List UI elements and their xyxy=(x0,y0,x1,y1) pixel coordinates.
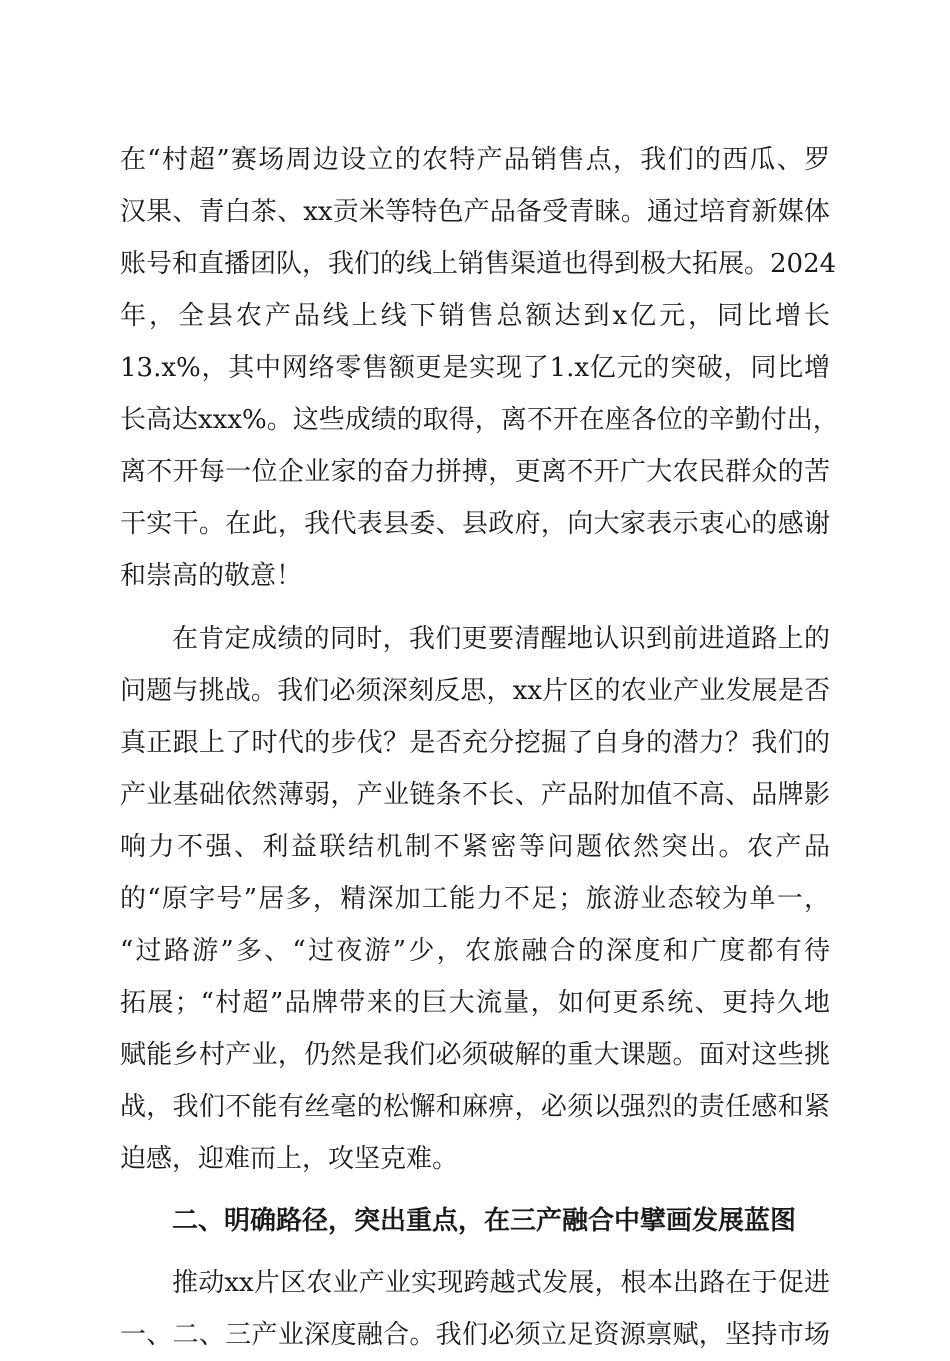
paragraph-line: 在“村超”赛场周边设立的农特产品销售点，我们的西瓜、罗 xyxy=(120,145,830,175)
paragraph-line: 迫感，迎难而上，攻坚克难。 xyxy=(120,1144,459,1174)
paragraph-line: 离不开每一位企业家的奋力拼搏，更离不开广大农民群众的苦 xyxy=(120,457,830,487)
paragraph-line: 干实干。在此，我代表县委、县政府，向大家表示衷心的感谢 xyxy=(120,509,830,539)
paragraph-line: 真正跟上了时代的步伐？是否充分挖掘了自身的潜力？我们的 xyxy=(120,728,830,758)
paragraph-line: 产业基础依然薄弱，产业链条不长、产品附加值不高、品牌影 xyxy=(120,780,830,810)
paragraph-line: 账号和直播团队，我们的线上销售渠道也得到极大拓展。2024 xyxy=(120,249,837,279)
paragraph-line: 赋能乡村产业，仍然是我们必须破解的重大课题。面对这些挑 xyxy=(120,1040,830,1070)
paragraph-line: 13.x%，其中网络零售额更是实现了1.x亿元的突破，同比增 xyxy=(120,353,830,383)
section-heading: 二、明确路径，突出重点，在三产融合中擘画发展蓝图 xyxy=(172,1206,797,1236)
paragraph-line: “过路游”多、“过夜游”少，农旅融合的深度和广度都有待 xyxy=(120,936,830,966)
paragraph-line: 和崇高的敬意！ xyxy=(120,561,303,591)
paragraph-line: 年，全县农产品线上线下销售总额达到x亿元，同比增长 xyxy=(120,301,830,331)
paragraph-line: 推动xx片区农业产业实现跨越式发展，根本出路在于促进 xyxy=(172,1268,830,1298)
paragraph-line: 拓展；“村超”品牌带来的巨大流量，如何更系统、更持久地 xyxy=(120,988,830,1018)
paragraph-line: 战，我们不能有丝毫的松懈和麻痹，必须以强烈的责任感和紧 xyxy=(120,1092,830,1122)
paragraph-line: 的“原字号”居多，精深加工能力不足；旅游业态较为单一， xyxy=(120,884,830,914)
paragraph-line: 在肯定成绩的同时，我们更要清醒地认识到前进道路上的 xyxy=(172,624,830,654)
paragraph-line: 问题与挑战。我们必须深刻反思，xx片区的农业产业发展是否 xyxy=(120,676,830,706)
paragraph-line: 长高达xxx%。这些成绩的取得，离不开在座各位的辛勤付出， xyxy=(120,405,839,435)
paragraph-line: 一、二、三产业深度融合。我们必须立足资源禀赋，坚持市场 xyxy=(120,1320,830,1350)
paragraph-line: 汉果、青白茶、xx贡米等特色产品备受青睐。通过培育新媒体 xyxy=(120,197,830,227)
paragraph-line: 响力不强、利益联结机制不紧密等问题依然突出。农产品 xyxy=(120,832,830,862)
